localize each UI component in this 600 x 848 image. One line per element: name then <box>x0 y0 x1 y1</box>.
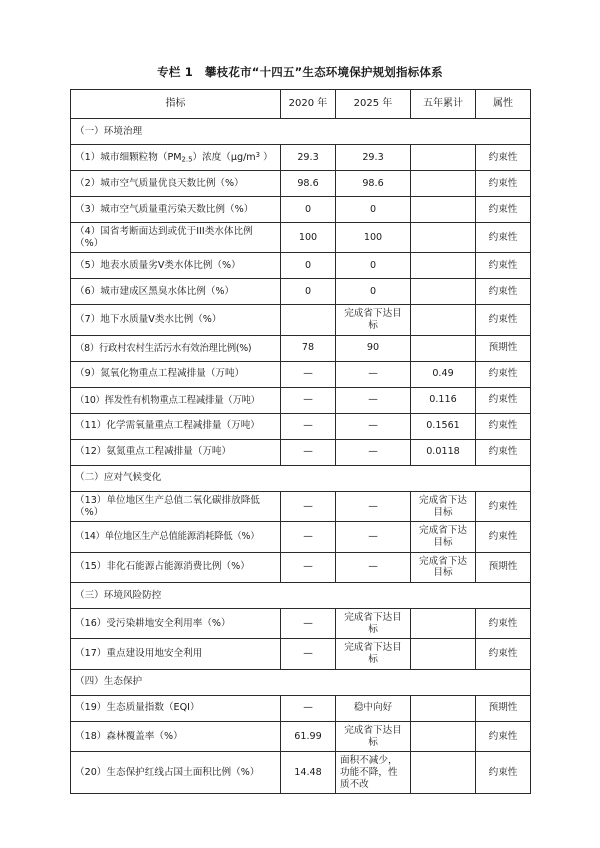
value-2025: 29.3 <box>336 145 411 171</box>
value-five-year: 完成省下达目标 <box>411 491 476 521</box>
table-section-row <box>71 583 531 609</box>
attribute-value: 约束性 <box>476 197 531 223</box>
value-2025: 稳中向好 <box>336 695 411 721</box>
attribute-value: 约束性 <box>476 752 531 794</box>
attribute-value: 约束性 <box>476 491 531 521</box>
attribute-value: 约束性 <box>476 305 531 335</box>
attribute-value: 约束性 <box>476 721 531 751</box>
indicator-name: （17）重点建设用地安全利用 <box>71 639 281 669</box>
value-2025: 0 <box>336 279 411 305</box>
indicator-name: （12）氨氮重点工程减排量（万吨） <box>71 439 281 465</box>
attribute-value: 约束性 <box>476 279 531 305</box>
value-five-year <box>411 145 476 171</box>
value-2020: 14.48 <box>281 752 336 794</box>
table-row <box>71 413 531 439</box>
column-header-attribute: 属性 <box>476 90 531 119</box>
section-label: （一）环境治理 <box>71 119 531 145</box>
indicator-name: （4）国省考断面达到或优于III类水体比例（%） <box>71 223 281 253</box>
column-header-indicator: 指标 <box>71 90 281 119</box>
table-row <box>71 305 531 335</box>
value-2020: — <box>281 552 336 582</box>
value-2025: 完成省下达目标 <box>336 609 411 639</box>
value-five-year <box>411 171 476 197</box>
value-2025: — <box>336 413 411 439</box>
table-row <box>71 639 531 669</box>
value-five-year <box>411 695 476 721</box>
table-row <box>71 552 531 582</box>
table-row <box>71 335 531 361</box>
indicator-name: （13）单位地区生产总值二氧化碳排放降低（%） <box>71 491 281 521</box>
value-2020: — <box>281 439 336 465</box>
attribute-value: 约束性 <box>476 639 531 669</box>
column-header-2020: 2020 年 <box>281 90 336 119</box>
table-section-row <box>71 669 531 695</box>
indicator-name: （14）单位地区生产总值能源消耗降低（%） <box>71 522 281 552</box>
attribute-value: 约束性 <box>476 609 531 639</box>
value-2025: 0 <box>336 253 411 279</box>
value-2025: 98.6 <box>336 171 411 197</box>
attribute-value: 约束性 <box>476 522 531 552</box>
attribute-value: 约束性 <box>476 387 531 413</box>
table-header <box>71 90 531 119</box>
attribute-value: 约束性 <box>476 439 531 465</box>
table-row <box>71 253 531 279</box>
value-2020: — <box>281 522 336 552</box>
value-five-year <box>411 335 476 361</box>
section-label: （四）生态保护 <box>71 669 531 695</box>
value-2020: — <box>281 695 336 721</box>
table-row <box>71 522 531 552</box>
value-2020: 61.99 <box>281 721 336 751</box>
value-2020: 78 <box>281 335 336 361</box>
value-2025: — <box>336 361 411 387</box>
value-2025: 完成省下达目标 <box>336 305 411 335</box>
value-2025: — <box>336 439 411 465</box>
value-2025: 100 <box>336 223 411 253</box>
value-2020: — <box>281 639 336 669</box>
indicator-name: （15）非化石能源占能源消费比例（%） <box>71 552 281 582</box>
value-five-year <box>411 253 476 279</box>
table-row <box>71 387 531 413</box>
table-row <box>71 439 531 465</box>
value-five-year: 0.116 <box>411 387 476 413</box>
indicator-name: （6）城市建成区黑臭水体比例（%） <box>71 279 281 305</box>
value-2020: — <box>281 609 336 639</box>
table-row <box>71 171 531 197</box>
table-row <box>71 752 531 794</box>
title-main: 攀枝花市“十四五”生态环境保护规划指标体系 <box>204 65 443 79</box>
value-2025: 90 <box>336 335 411 361</box>
indicator-name: （11）化学需氧量重点工程减排量（万吨） <box>71 413 281 439</box>
table-row <box>71 609 531 639</box>
value-2020: 0 <box>281 279 336 305</box>
attribute-value: 约束性 <box>476 145 531 171</box>
attribute-value: 约束性 <box>476 253 531 279</box>
table-row <box>71 145 531 171</box>
title-prefix: 专栏 1 <box>157 65 193 79</box>
table-row <box>71 223 531 253</box>
attribute-value: 约束性 <box>476 171 531 197</box>
value-five-year <box>411 223 476 253</box>
indicator-name: （5）地表水质量劣V类水体比例（%） <box>71 253 281 279</box>
value-2025: 完成省下达目标 <box>336 639 411 669</box>
attribute-value: 约束性 <box>476 223 531 253</box>
column-header-2025: 2025 年 <box>336 90 411 119</box>
value-2020: 98.6 <box>281 171 336 197</box>
value-2025: — <box>336 491 411 521</box>
header-row <box>71 90 531 119</box>
value-five-year <box>411 639 476 669</box>
value-five-year: 完成省下达目标 <box>411 522 476 552</box>
value-2025: 面积不减少，功能不降，性质不改 <box>336 752 411 794</box>
value-2025: 0 <box>336 197 411 223</box>
value-five-year: 0.1561 <box>411 413 476 439</box>
value-five-year: 完成省下达目标 <box>411 552 476 582</box>
table-body <box>71 119 531 794</box>
value-2020 <box>281 305 336 335</box>
value-five-year <box>411 609 476 639</box>
value-2025: — <box>336 552 411 582</box>
value-2020: — <box>281 361 336 387</box>
value-2020: 29.3 <box>281 145 336 171</box>
table-row <box>71 279 531 305</box>
indicator-name: （1）城市细颗粒物$(PM_{2.5})$浓度（$\mu g/m^3$ ） <box>71 145 281 171</box>
table-row <box>71 361 531 387</box>
indicator-table <box>70 89 531 794</box>
value-five-year <box>411 197 476 223</box>
indicator-name: （2）城市空气质量优良天数比例（%） <box>71 171 281 197</box>
value-five-year: 0.0118 <box>411 439 476 465</box>
table-row <box>71 695 531 721</box>
attribute-value: 预期性 <box>476 695 531 721</box>
attribute-value: 约束性 <box>476 413 531 439</box>
page-title <box>70 64 530 80</box>
value-2020: — <box>281 413 336 439</box>
value-five-year <box>411 279 476 305</box>
table-row <box>71 721 531 751</box>
attribute-value: 预期性 <box>476 552 531 582</box>
value-2025: — <box>336 522 411 552</box>
value-five-year <box>411 752 476 794</box>
table-row <box>71 197 531 223</box>
indicator-name: （16）受污染耕地安全利用率（%） <box>71 609 281 639</box>
value-2020: — <box>281 491 336 521</box>
value-five-year <box>411 721 476 751</box>
indicator-name: （10）挥发性有机物重点工程减排量（万吨） <box>71 387 281 413</box>
indicator-name: （7）地下水质量V类水比例（%） <box>71 305 281 335</box>
indicator-name: （18）森林覆盖率（%） <box>71 721 281 751</box>
table-row <box>71 491 531 521</box>
value-2020: 100 <box>281 223 336 253</box>
indicator-name: （20）生态保护红线占国土面积比例（%） <box>71 752 281 794</box>
value-2025: — <box>336 387 411 413</box>
column-header-five-year: 五年累计 <box>411 90 476 119</box>
value-five-year: 0.49 <box>411 361 476 387</box>
indicator-name: （8）行政村农村生活污水有效治理比例(%) <box>71 335 281 361</box>
value-five-year <box>411 305 476 335</box>
indicator-name: （3）城市空气质量重污染天数比例（%） <box>71 197 281 223</box>
table-section-row <box>71 119 531 145</box>
value-2020: — <box>281 387 336 413</box>
section-label: （二）应对气候变化 <box>71 465 531 491</box>
table-section-row <box>71 465 531 491</box>
attribute-value: 约束性 <box>476 361 531 387</box>
attribute-value: 预期性 <box>476 335 531 361</box>
section-label: （三）环境风险防控 <box>71 583 531 609</box>
indicator-name: （9）氮氧化物重点工程减排量（万吨） <box>71 361 281 387</box>
value-2020: 0 <box>281 253 336 279</box>
value-2025: 完成省下达目标 <box>336 721 411 751</box>
indicator-name: （19）生态质量指数（EQI） <box>71 695 281 721</box>
value-2020: 0 <box>281 197 336 223</box>
